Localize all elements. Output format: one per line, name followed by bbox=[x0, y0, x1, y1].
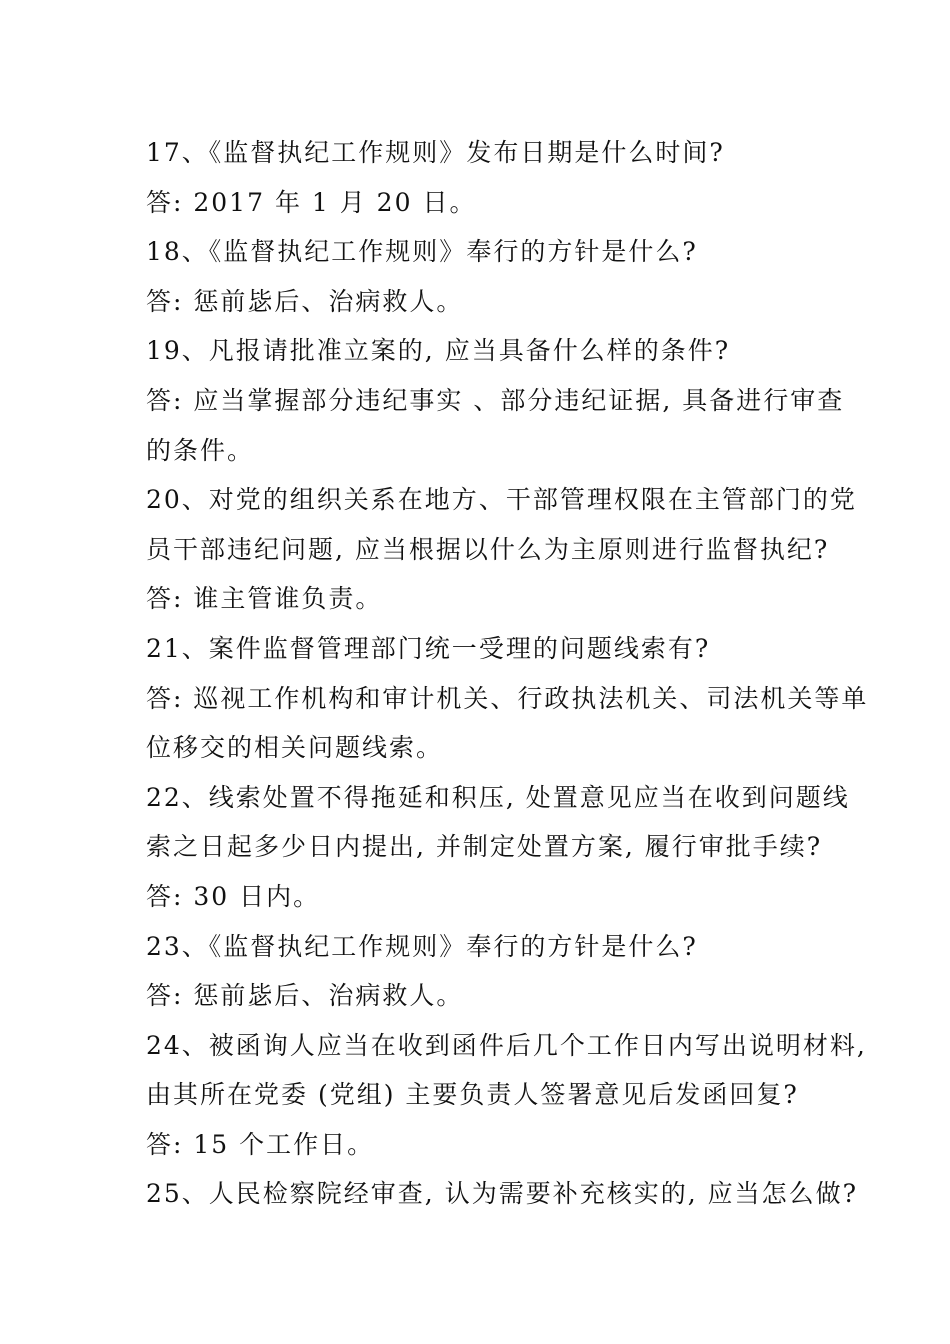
question-21: 21、案件监督管理部门统一受理的问题线索有? bbox=[146, 633, 711, 663]
answer-23: 答: 惩前毖后、治病救人。 bbox=[146, 981, 464, 1011]
answer-24: 答: 15 个工作日。 bbox=[146, 1129, 375, 1159]
question-22-line-1: 22、线索处置不得拖延和积压, 处置意见应当在收到问题线 bbox=[146, 782, 850, 812]
question-23: 23、《监督执纪工作规则》奉行的方针是什么? bbox=[146, 931, 698, 961]
answer-19-line-1: 答: 应当掌握部分违纪事实 、部分违纪证据, 具备进行审查 bbox=[146, 385, 845, 415]
question-18: 18、《监督执纪工作规则》奉行的方针是什么? bbox=[146, 237, 698, 267]
answer-17: 答: 2017 年 1 月 20 日。 bbox=[146, 187, 477, 217]
question-24-line-1: 24、被函询人应当在收到函件后几个工作日内写出说明材料, bbox=[146, 1030, 867, 1060]
question-17: 17、《监督执纪工作规则》发布日期是什么时间? bbox=[146, 138, 725, 167]
answer-20: 答: 谁主管谁负责。 bbox=[146, 584, 383, 614]
question-20-line-1: 20、对党的组织关系在地方、干部管理权限在主管部门的党 bbox=[146, 485, 857, 515]
answer-22: 答: 30 日内。 bbox=[146, 881, 321, 911]
answer-19-line-2: 的条件。 bbox=[146, 435, 255, 465]
answer-21-line-2: 位移交的相关问题线索。 bbox=[146, 733, 444, 763]
question-22-line-2: 索之日起多少日内提出, 并制定处置方案, 履行审批手续? bbox=[146, 832, 823, 862]
question-25: 25、人民检察院经审查, 认为需要补充核实的, 应当怎么做? bbox=[146, 1179, 859, 1209]
question-20-line-2: 员干部违纪问题, 应当根据以什么为主原则进行监督执纪? bbox=[146, 534, 830, 564]
answer-21-line-1: 答: 巡视工作机构和审计机关、行政执法机关、司法机关等单 bbox=[146, 683, 869, 713]
question-19: 19、凡报请批准立案的, 应当具备什么样的条件? bbox=[146, 336, 731, 366]
answer-18: 答: 惩前毖后、治病救人。 bbox=[146, 286, 464, 316]
question-24-line-2: 由其所在党委 (党组) 主要负责人签署意见后发函回复? bbox=[146, 1080, 799, 1110]
